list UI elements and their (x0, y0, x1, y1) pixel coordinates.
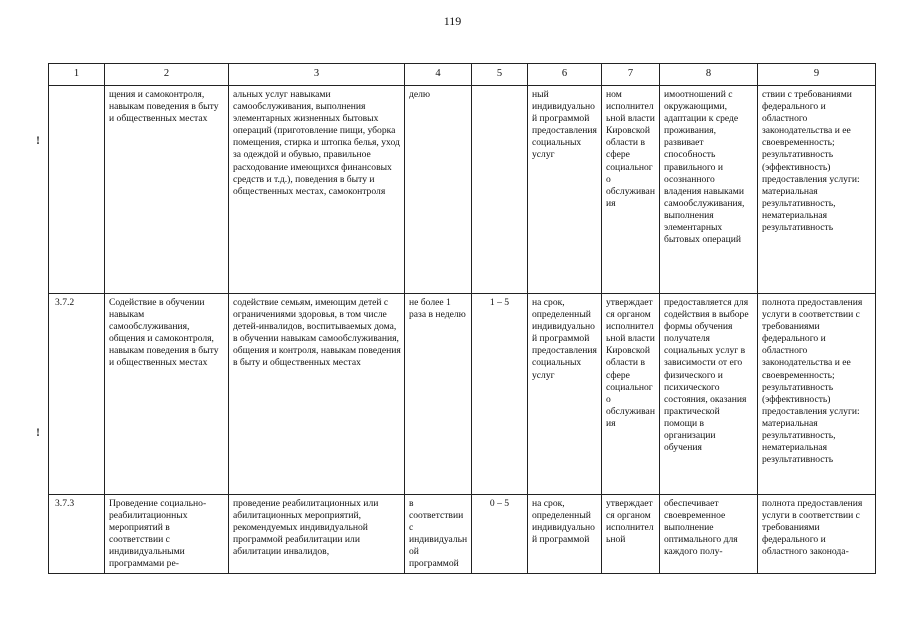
quality-indicators-cell: полнота предоставления услуги в соответствии с требованиями федерального и областного законода- (758, 495, 876, 574)
row-number (49, 86, 105, 294)
tariff-cell: ном исполнительной власти Кировской области в сфере социального обслуживания (602, 86, 660, 294)
column-header: 3 (229, 64, 405, 86)
column-header: 7 (602, 64, 660, 86)
column-header: 8 (660, 64, 758, 86)
page-number: 119 (443, 14, 462, 28)
column-header: 2 (105, 64, 229, 86)
row-number: 3.7.3 (49, 495, 105, 574)
quality-indicators-cell: полнота предоставления услуги в соответствии с требованиями федерального и областного законодательства и ее своевременность; результативность (эффективность) предоставления услуги: материальная результативность, нематериальная результативность (758, 294, 876, 495)
quantity-cell (472, 86, 528, 294)
service-name-cell: щения и самоконтроля, навыкам поведения в быту и общественных местах (105, 86, 229, 294)
frequency-cell: в соответствии с индивидуальной программой (405, 495, 472, 574)
tariff-cell: утверждается органом исполнительной (602, 495, 660, 574)
quantity-cell: 1 – 5 (472, 294, 528, 495)
service-description-cell: содействие семьям, имеющим детей с ограничениями здоровья, в том числе детей-инвалидов, воспитываемых дома, в обучении навыкам самообслуживания, общения и контроля, навыкам поведения в быту и общественных местах (229, 294, 405, 495)
margin-mark: ! (36, 425, 40, 439)
row-number: 3.7.2 (49, 294, 105, 495)
column-header: 5 (472, 64, 528, 86)
frequency-cell: не более 1 раза в неделю (405, 294, 472, 495)
quantity-cell: 0 – 5 (472, 495, 528, 574)
table-row (49, 86, 876, 294)
column-header: 4 (405, 64, 472, 86)
tariff-cell: утверждается органом исполнительной власти Кировской области в сфере социального обслуживания (602, 294, 660, 495)
conditions-cell: имоотношений с окружающими, адаптации к среде проживания, развивает способность правильного и осознанного владения навыками самообслуживания, выполнения элементарных бытовых операций (660, 86, 758, 294)
service-description-cell: проведение реабилитационных или абилитационных мероприятий, рекомендуемых индивидуальной программой реабилитации или абилитации инвалидов, (229, 495, 405, 574)
table-row (49, 495, 876, 574)
term-cell: на срок, определенный индивидуальной программой предоставления социальных услуг (528, 294, 602, 495)
margin-mark: ! (36, 133, 40, 147)
frequency-cell: делю (405, 86, 472, 294)
column-header: 1 (49, 64, 105, 86)
column-header: 6 (528, 64, 602, 86)
term-cell: ный индивидуальной программой предоставления социальных услуг (528, 86, 602, 294)
column-header: 9 (758, 64, 876, 86)
service-name-cell: Проведение социально-реабилитационных мероприятий в соответствии с индивидуальными программами ре- (105, 495, 229, 574)
conditions-cell: обеспечивает своевременное выполнение оптимального для каждого полу- (660, 495, 758, 574)
service-description-cell: альных услуг навыками самообслуживания, выполнения элементарных жизненных бытовых операций (приготовление пищи, уборка помещения, стирка и штопка белья, уход за одеждой и обувью, правильное расходование имеющихся финансовых средств и т.д.), поведения в быту и общественных местах, самоконтроля (229, 86, 405, 294)
table-header-row (49, 64, 876, 86)
conditions-cell: предоставляется для содействия в выборе формы обучения получателя социальных услуг в зависимости от его физического и психического состояния, оказания практической помощи в организации обучения (660, 294, 758, 495)
term-cell: на срок, определенный индивидуальной программой (528, 495, 602, 574)
service-name-cell: Содействие в обучении навыкам самообслуживания, общения и самоконтроля, навыкам поведения в быту и общественных местах (105, 294, 229, 495)
table-row (49, 294, 876, 495)
services-table (48, 63, 876, 574)
quality-indicators-cell: ствии с требованиями федерального и областного законодательства и ее своевременность; результативность (эффективность) предоставления услуги: материальная результативность, нематериальная результативность (758, 86, 876, 294)
